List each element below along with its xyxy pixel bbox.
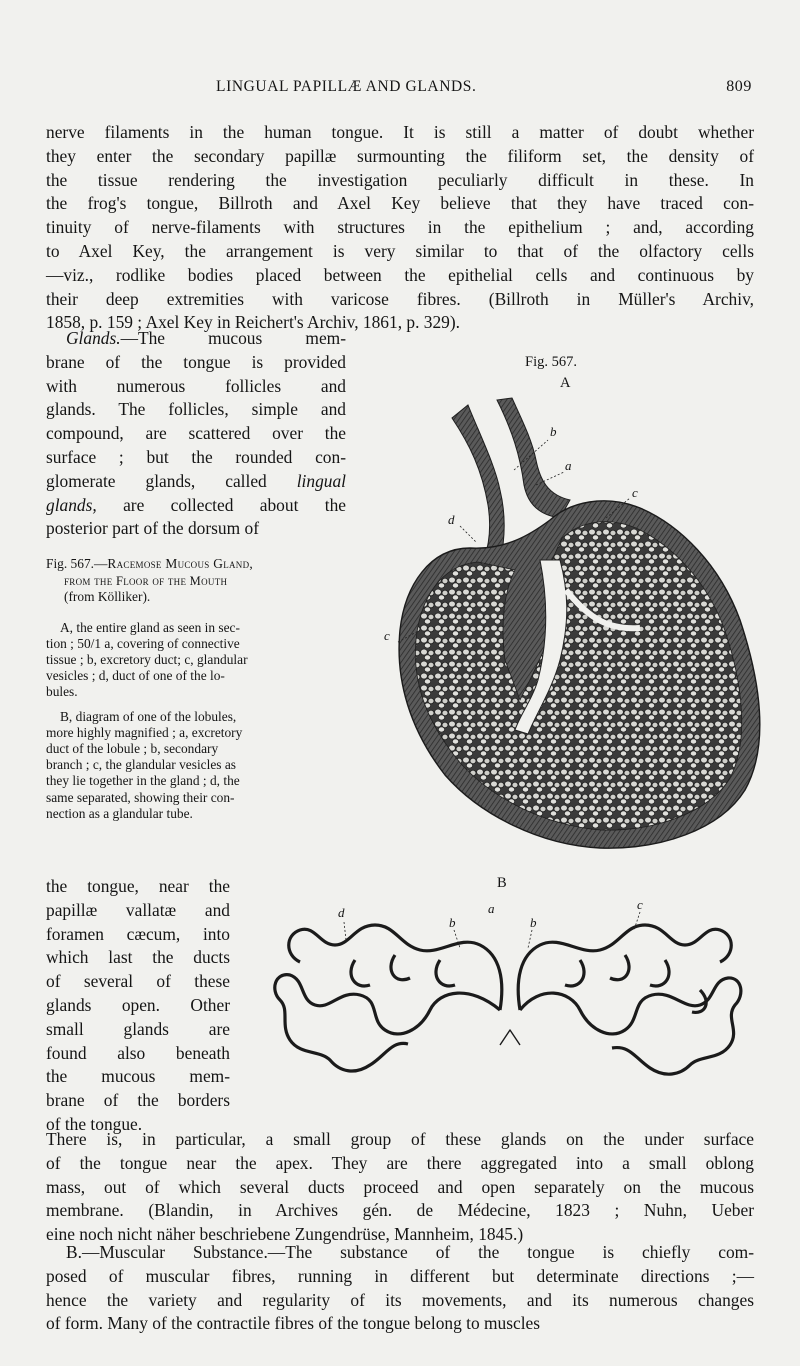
glands-paragraph-line: compound, are scattered over the: [46, 423, 346, 444]
paragraph-1-line: the tissue rendering the investigation peculiarly difficult in these. In: [46, 169, 754, 190]
figure-label: Fig. 567.: [525, 354, 577, 370]
continuation-paragraph-line: of the tongue.: [46, 1113, 143, 1134]
paragraph-3-line: There is, in particular, a small group of these glands on the under surface: [46, 1129, 754, 1149]
caption-line: A, the entire gland as seen in sec-: [60, 619, 240, 635]
paragraph-1-line: 1858, p. 159 ; Axel Key in Reichert's Archiv, 1861, p. 329).: [46, 312, 461, 333]
glands-paragraph-line: glomerate glands, called lingual: [46, 470, 346, 491]
paragraph-1-line: they enter the secondary papillæ surmounting the filiform set, the density of: [46, 145, 754, 166]
excretory-duct: [452, 405, 504, 562]
fig-b-letter-a: a: [488, 901, 495, 916]
figure-part-b-label: B: [497, 875, 507, 891]
caption-line: tissue ; b, excretory duct; c, glandular: [46, 652, 248, 668]
paragraph-1-line: their deep extremities with varicose fibres. (Billroth in Müller's Archiv,: [46, 288, 754, 309]
paragraph-1-line: tinuity of nerve-filaments with structures in the epithelium ; and, according: [46, 217, 754, 238]
continuation-paragraph-line: the tongue, near the: [46, 876, 230, 896]
caption-line: more highly magnified ; a, excretory: [46, 724, 243, 740]
caption-title: Racemose Mucous Gland,: [107, 556, 254, 571]
caption-title-line2: from the Floor of the Mouth: [64, 574, 228, 589]
fig-a-letter-d: d: [448, 512, 455, 527]
caption-line: vesicles ; d, duct of one of the lo-: [46, 668, 225, 684]
fig-b-letter-c: c: [637, 897, 643, 912]
paragraph-4-line: B.—Muscular Substance.—The substance of the tongue is chiefly com-: [66, 1242, 754, 1262]
continuation-paragraph-line: the mucous mem-: [46, 1066, 230, 1087]
continuation-paragraph-line: glands open. Other: [46, 994, 230, 1015]
caption-line: same separated, showing their con-: [46, 789, 235, 805]
paragraph-1-line: to Axel Key, the arrangement is very similar to that of the olfactory cells: [46, 240, 754, 261]
glands-paragraph-line: Glands.—The mucous mem-: [66, 328, 346, 348]
fig-a-letter-c-left: c: [384, 628, 390, 643]
paragraph-3-line: membrane. (Blandin, in Archives gén. de Médecine, 1823 ; Nuhn, Ueber: [46, 1200, 754, 1221]
paragraph-3-line: of the tongue near the apex. They are there aggregated into a small oblong: [46, 1152, 754, 1173]
paragraph-1-line: nerve filaments in the human tongue. It is still a matter of doubt whether: [46, 122, 754, 142]
caption-line: nection as a glandular tube.: [46, 805, 193, 821]
continuation-paragraph-line: brane of the borders: [46, 1090, 230, 1111]
tube-right: [520, 978, 741, 1074]
duct-branch: [497, 398, 570, 518]
fig-b-letter-b2: b: [530, 915, 537, 930]
glands-paragraph-line: posterior part of the dorsum of: [46, 518, 259, 539]
fig-a-letter-c-top: c: [632, 485, 638, 500]
caption-line: tion ; 50/1 a, covering of connective: [46, 635, 240, 651]
continuation-paragraph-line: of several of these: [46, 971, 230, 992]
glands-paragraph-line: surface ; but the rounded con-: [46, 446, 346, 467]
caption-line: B, diagram of one of the lobules,: [60, 708, 237, 724]
paragraph-4-line: hence the variety and regularity of its movements, and its numerous changes: [46, 1289, 754, 1310]
figure-part-a-label: A: [560, 375, 571, 391]
glands-paragraph-line: brane of the tongue is provided: [46, 351, 346, 372]
tube-left: [275, 975, 500, 1071]
fig-a-letter-b: b: [550, 424, 557, 439]
caption-fig-number: Fig. 567.—: [46, 556, 108, 571]
fig-b-letter-d: d: [338, 905, 345, 920]
paragraph-3-line: mass, out of which several ducts proceed and open separately on the mucous: [46, 1176, 754, 1197]
page-number: 809: [726, 78, 752, 95]
running-title: LINGUAL PAPILLÆ AND GLANDS.: [216, 78, 477, 95]
caption-line: branch ; c, the glandular vesicles as: [46, 757, 236, 773]
glands-paragraph-line: glands. The follicles, simple and: [46, 399, 346, 420]
paragraph-1-line: —viz., rodlike bodies placed between the epithelial cells and continuous by: [46, 264, 754, 285]
caption-line: bules.: [46, 684, 78, 700]
paragraph-1-line: the frog's tongue, Billroth and Axel Key believe that they have traced con-: [46, 193, 754, 214]
paragraph-3-line: eine noch nicht näher beschriebene Zungendrüse, Mannheim, 1845.): [46, 1224, 524, 1245]
figure-b-lobule-diagram: [275, 925, 741, 1074]
caption-line: they lie together in the gland ; d, the: [46, 773, 240, 789]
caption-title-line3: (from Kölliker).: [64, 589, 151, 605]
continuation-paragraph-line: which last the ducts: [46, 947, 230, 968]
continuation-paragraph-line: foramen cæcum, into: [46, 923, 230, 944]
fig-a-letter-a: a: [565, 458, 572, 473]
fig-b-letter-b1: b: [449, 915, 456, 930]
glands-paragraph-line: glands, are collected about the: [46, 494, 346, 515]
continuation-paragraph-line: papillæ vallatæ and: [46, 899, 230, 920]
continuation-paragraph-line: small glands are: [46, 1018, 230, 1039]
paragraph-4-line: posed of muscular fibres, running in different but determinate directions ;—: [46, 1265, 754, 1286]
glands-paragraph-line: with numerous follicles and: [46, 375, 346, 396]
caption-line: duct of the lobule ; b, secondary: [46, 741, 219, 757]
continuation-paragraph-line: found also beneath: [46, 1042, 230, 1063]
paragraph-4-line: of form. Many of the contractile fibres of the tongue belong to muscles: [46, 1313, 541, 1334]
